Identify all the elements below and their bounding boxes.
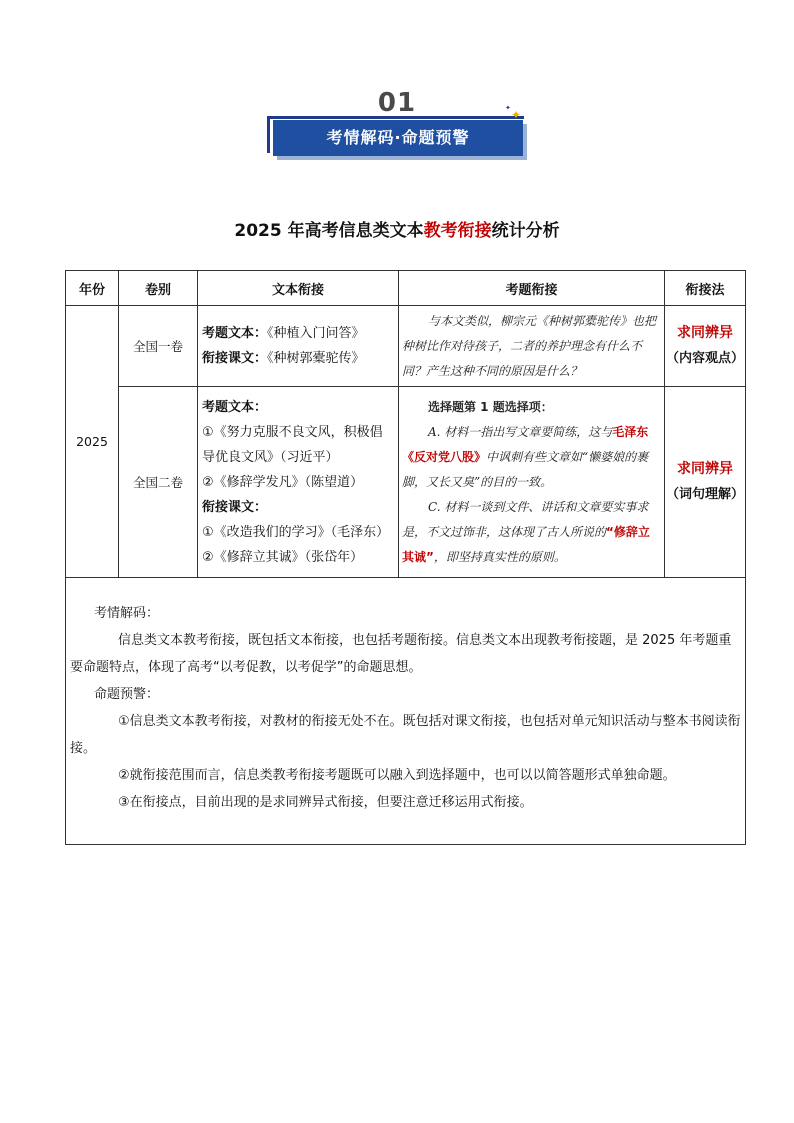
table-header-row [66, 271, 746, 306]
warning-item: ②就衔接范围而言，信息类教考衔接考题既可以融入到选择题中，也可以以简答题形式单独命题。 [118, 768, 676, 783]
warning-item: ①信息类文本教考衔接，对教材的衔接无处不在。既包括对课文衔接，也包括对单元知识活动与整本书阅读衔接。 [70, 714, 741, 756]
exam-option-c-post: ，即坚持真实性的原则。 [433, 549, 566, 564]
method-label: 求同辨异 [677, 461, 733, 477]
exam-option-a: A. 材料一指出写文章要简练，这与 [428, 424, 613, 439]
text-label: 衔接课文： [202, 499, 268, 515]
statistics-table [65, 270, 746, 845]
exam-link-cell [399, 306, 665, 387]
exam-question: 与本文类似，柳宗元《种树郭橐驼传》也把种树比作对待孩子，二者的养护理念有什么不同？产生这种不同的原因是什么？ [402, 313, 657, 378]
title-post: 统计分析 [491, 221, 560, 241]
title-highlight: 教考衔接 [423, 221, 492, 241]
exam-highlight: 毛泽东《反对党八股》 [402, 424, 649, 464]
header-method: 衔接法 [665, 271, 746, 306]
summary-heading-warning: 命题预警： [94, 687, 160, 702]
text-link-cell [198, 306, 399, 387]
method-cell [665, 387, 746, 578]
document-title [0, 216, 794, 241]
summary-heading-analysis: 考情解码： [94, 606, 160, 621]
summary-row [66, 578, 746, 845]
table-row [66, 306, 746, 387]
text-link-cell [198, 387, 399, 578]
text-label: 衔接课文： [202, 351, 268, 366]
text-item: ②《修辞学发凡》（陈望道） [202, 474, 364, 490]
exam-heading: 选择题第 1 题选择项： [428, 399, 553, 414]
warning-item: ③在衔接点，目前出现的是求同辨异式衔接，但要注意迁移运用式衔接。 [118, 795, 533, 810]
section-number: 01 [377, 88, 417, 118]
text-value: 《种树郭橐驼传》 [267, 351, 365, 366]
title-pre: 2025 年高考信息类文本 [234, 221, 424, 241]
sparkle-icon: ✦ [511, 108, 522, 122]
sparkle-small-icon: ✦ [505, 104, 511, 112]
header-text-link: 文本衔接 [198, 271, 399, 306]
volume-cell: 全国一卷 [119, 306, 198, 387]
section-title: 考情解码·命题预警 [326, 128, 470, 147]
volume-cell: 全国二卷 [119, 387, 198, 578]
exam-link-cell [399, 387, 665, 578]
exam-highlight: “修辞立其诚” [402, 524, 650, 564]
text-item: ①《改造我们的学习》（毛泽东） [202, 524, 390, 540]
method-sub: （内容观点） [665, 351, 744, 366]
text-item: ②《修辞立其诚》（张岱年） [202, 549, 364, 565]
text-item: ①《努力克服不良文风，积极倡导优良文风》（习近平） [202, 424, 383, 465]
header-volume: 卷别 [119, 271, 198, 306]
summary-cell [66, 578, 746, 845]
header-year: 年份 [66, 271, 119, 306]
year-cell: 2025 [66, 306, 119, 578]
header-exam-link: 考题衔接 [399, 271, 665, 306]
method-sub: （词句理解） [665, 487, 744, 502]
table-row [66, 387, 746, 578]
exam-option-a-post: 中讽刺有些文章如“懒婆娘的裹脚，又长又臭”的目的一致。 [402, 449, 649, 489]
method-cell [665, 306, 746, 387]
exam-option-c: C. 材料一谈到文件、讲话和文章要实事求是，不文过饰非，这体现了古人所说的 [402, 499, 649, 539]
method-label: 求同辨异 [677, 325, 733, 341]
text-label: 考题文本： [202, 326, 268, 341]
text-label: 考题文本： [202, 399, 268, 415]
section-badge [265, 88, 529, 160]
text-value: 《种植入门问答》 [267, 326, 365, 341]
summary-paragraph: 信息类文本教考衔接，既包括文本衔接，也包括考题衔接。信息类文本出现教考衔接题，是 2025 年考题重要命题特点，体现了高考“以考促教，以考促学”的命题思想。 [70, 633, 732, 675]
